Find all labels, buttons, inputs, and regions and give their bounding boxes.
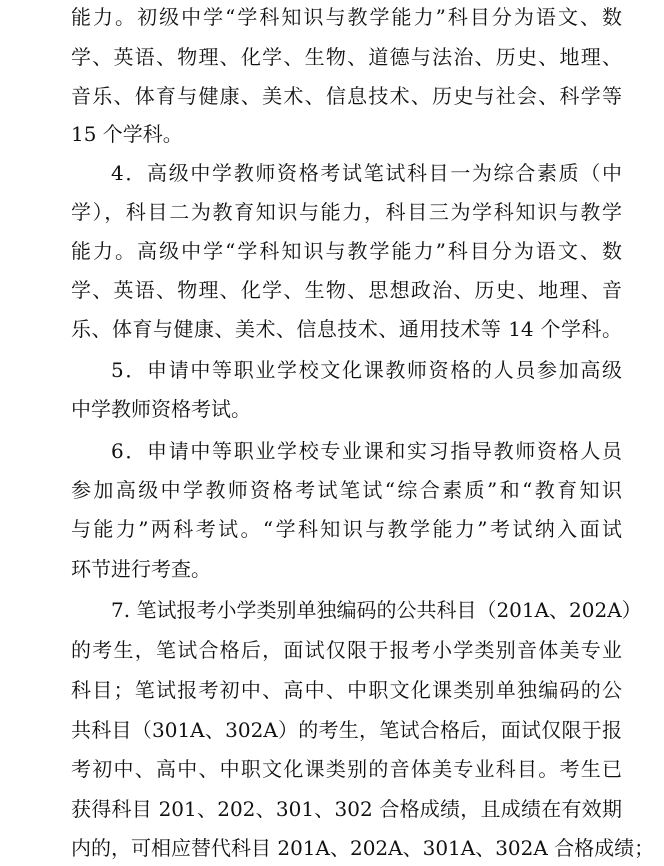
paragraph-line: 科目；笔试报考初中、高中、中职文化课类别单独编码的公	[71, 678, 622, 702]
paragraph-line: 能力。初级中学“学科知识与教学能力”科目分为语文、数	[71, 5, 622, 29]
paragraph-line: 6．申请中等职业学校专业课和实习指导教师资格人员	[111, 439, 622, 463]
paragraph-line: 5．申请中等职业学校文化课教师资格的人员参加高级	[111, 358, 622, 382]
paragraph-line: 的考生，笔试合格后，面试仅限于报考小学类别音体美专业	[71, 638, 622, 662]
paragraph-line: 音乐、体育与健康、美术、信息技术、历史与社会、科学等	[71, 84, 622, 108]
paragraph-line: 7. 笔试报考小学类别单独编码的公共科目（201A、202A）	[111, 598, 642, 622]
paragraph-line: 环节进行考查。	[71, 557, 211, 581]
paragraph-line: 考初中、高中、中职文化课类别的音体美专业科目。考生已	[71, 757, 622, 781]
paragraph-line: 参加高级中学教师资格考试笔试“综合素质”和“教育知识	[71, 478, 622, 502]
paragraph-line: 15 个学科。	[71, 122, 183, 146]
paragraph-line: 4．高级中学教师资格考试笔试科目一为综合素质（中	[111, 161, 622, 185]
paragraph-line: 共科目（301A、302A）的考生，笔试合格后，面试仅限于报	[71, 718, 622, 742]
paragraph-line: 学、英语、物理、化学、生物、思想政治、历史、地理、音	[71, 278, 622, 302]
paragraph-line: 学），科目二为教育知识与能力，科目三为学科知识与教学	[71, 200, 622, 224]
paragraph-line: 中学教师资格考试。	[71, 397, 251, 421]
paragraph-line: 获得科目 201、202、301、302 合格成绩，且成绩在有效期	[71, 797, 622, 821]
paragraph-line: 乐、体育与健康、美术、信息技术、通用技术等 14 个学科。	[71, 317, 622, 341]
paragraph-line: 学、英语、物理、化学、生物、道德与法治、历史、地理、	[71, 45, 622, 69]
paragraph-line: 与能力”两科考试。“学科知识与教学能力”考试纳入面试	[71, 517, 622, 541]
paragraph-line: 内的，可相应替代科目 201A、202A、301A、302A 合格成绩；	[71, 836, 655, 860]
paragraph-line: 能力。高级中学“学科知识与教学能力”科目分为语文、数	[71, 239, 622, 263]
